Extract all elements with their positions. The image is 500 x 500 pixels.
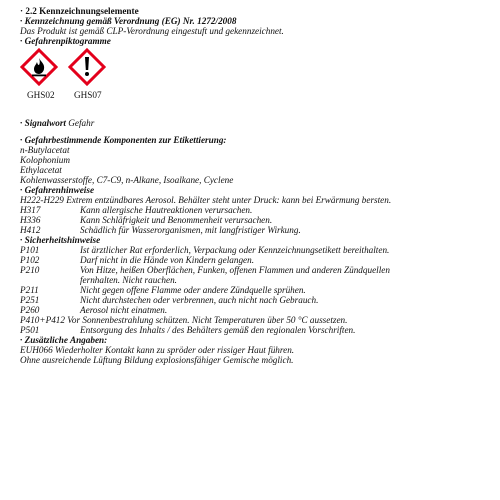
precaution-text: Darf nicht in die Hände von Kindern gelangen. — [80, 255, 255, 265]
signal-value: Gefahr — [68, 118, 95, 128]
additional-heading: · Zusätzliche Angaben: — [20, 335, 108, 345]
component-item: Kohlenwasserstoffe, C7-C9, n-Alkane, Isoalkane, Cyclene — [20, 175, 234, 185]
precaution-code: P211 — [20, 285, 39, 295]
precaution-text: Nicht gegen offene Flamme oder andere Zündquelle sprühen. — [80, 285, 306, 295]
precaution-code: P501 — [20, 325, 40, 335]
precaution-code: P101 — [20, 245, 40, 255]
hazard-text: Extrem entzündbares Aerosol. Behälter steht unter Druck: kann bei Erwärmung bersten. — [66, 195, 392, 205]
precaution-text: Nicht durchstechen oder verbrennen, auch nicht nach Gebrauch. — [80, 295, 319, 305]
pictogram-label-ghs02: GHS02 — [27, 90, 55, 100]
hazard-code: H222-H229 — [20, 195, 64, 205]
regulation-heading: · Kennzeichnung gemäß Verordnung (EG) Nr. 1272/2008 — [20, 16, 237, 26]
exclamation-icon — [68, 48, 106, 86]
pictogram-label-ghs07: GHS07 — [74, 90, 102, 100]
precaution-statement — [20, 245, 389, 255]
components-heading: · Gefahrbestimmende Komponenten zur Etikettierung: — [20, 135, 227, 145]
precaution-statement — [20, 295, 318, 305]
component-item: Ethylacetat — [20, 165, 62, 175]
precaution-statement — [20, 325, 355, 335]
additional-item: Ohne ausreichende Lüftung Bildung explosionsfähiger Gemische möglich. — [20, 355, 294, 365]
component-item: Kolophonium — [20, 155, 71, 165]
signal-label: · Signalwort — [20, 118, 66, 128]
precaution-statement — [20, 265, 390, 275]
precaution-statement — [20, 305, 167, 315]
precaution-code: P260 — [20, 305, 40, 315]
component-item: n-Butylacetat — [20, 145, 70, 155]
precaution-statement — [20, 285, 306, 295]
precaution-text: Aerosol nicht einatmen. — [80, 305, 168, 315]
hazard-text: Kann Schläfrigkeit und Benommenheit verursachen. — [80, 215, 273, 225]
hazard-statement — [20, 225, 301, 235]
hazard-text: Kann allergische Hautreaktionen verursachen. — [80, 205, 253, 215]
precaution-code: P210 — [20, 265, 40, 275]
precaution-text: Von Hitze, heißen Oberflächen, Funken, offenen Flammen und anderen Zündquellen — [80, 265, 390, 275]
hazard-code: H336 — [20, 215, 41, 225]
additional-item: EUH066 Wiederholter Kontakt kann zu spröder oder rissiger Haut führen. — [20, 345, 295, 355]
precaution-text-continued: fernhalten. Nicht rauchen. — [80, 275, 177, 285]
regulation-text: Das Produkt ist gemäß CLP-Verordnung eingestuft und gekennzeichnet. — [20, 26, 284, 36]
precaution-text: Ist ärztlicher Rat erforderlich, Verpackung oder Kennzeichnungsetikett bereithalten. — [80, 245, 390, 255]
precaution-code: P102 — [20, 255, 40, 265]
pictograms-heading: · Gefahrenpiktogramme — [20, 36, 111, 46]
section-heading: · 2.2 Kennzeichnungselemente — [20, 6, 139, 16]
precaution-code: P410+P412 — [20, 315, 65, 325]
signal-word — [20, 118, 94, 128]
precaution-statement — [20, 315, 347, 325]
hazard-text: Schädlich für Wasserorganismen, mit langfristiger Wirkung. — [80, 225, 301, 235]
precaution-text: Entsorgung des Inhalts / des Behälters gemäß den regionalen Vorschriften. — [80, 325, 356, 335]
precaution-statement — [20, 255, 254, 265]
flame-icon — [20, 48, 58, 86]
hazard-statement — [20, 205, 252, 215]
hazard-statement — [20, 215, 272, 225]
precaution-code: P251 — [20, 295, 40, 305]
precautions-heading: · Sicherheitshinweise — [20, 235, 101, 245]
hazard-code: H317 — [20, 205, 41, 215]
precaution-text: Vor Sonnenbestrahlung schützen. Nicht Temperaturen über 50 °C aussetzen. — [67, 315, 348, 325]
hazard-code: H412 — [20, 225, 41, 235]
hazards-heading: · Gefahrenhinweise — [20, 185, 95, 195]
hazard-statement — [20, 195, 391, 205]
